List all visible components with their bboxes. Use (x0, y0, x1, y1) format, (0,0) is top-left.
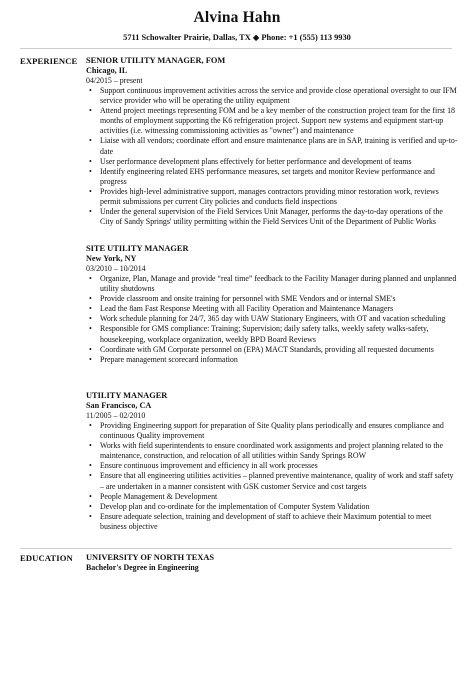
education-section-label: EDUCATION (20, 553, 73, 563)
bullet-item: • Responsible for GMS compliance: Training; Supervision; daily safety talks, weekly safety walks-safety, housekeeping, workplace organization, weekly BPD Board Reviews (86, 324, 458, 344)
bullet-item: • Works with field superintendents to ensure coordinated work assignments and project planning related to the maintenance, construction, and relocation of all utilities within Sandy Springs ROW (86, 441, 458, 461)
bullet-item: • Prepare management scorecard information (86, 355, 458, 365)
bullet-item: • Coordinate with GM Corporate personnel on (EPA) MACT Standards, providing all requested documents (86, 345, 458, 355)
contact-line: 5711 Schowalter Prairie, Dallas, TX ◆ Phone: +1 (555) 113 9930 (123, 33, 351, 42)
bullet-item: • Identify engineering related EHS performance measures, set targets and monitor Review performance and progress (86, 167, 458, 187)
experience-section-label: EXPERIENCE (20, 56, 78, 66)
bullet-item: • Support continuous improvement activities across the service and provide close operational oversight to our IFM service provider who will be operating the utility equipment (86, 86, 458, 106)
bullet-item: • Organize, Plan, Manage and provide “real time” feedback to the Facility Manager during planned and unplanned utility shutdowns (86, 274, 458, 294)
job-entry (86, 55, 458, 227)
bullet-item: • Attend project meetings representing FOM and be a key member of the construction project team for the first 18 months of employment supporting the K6 refrigeration project. Support new systems and equipment start-up activities (i.e. witnessing commissioning activities as "owner") and maintenance (86, 106, 458, 136)
job-entry (86, 243, 458, 365)
degree: Bachelor's Degree in Engineering (86, 563, 199, 572)
bullet-item: • Providing Engineering support for preparation of Site Quality plans periodically and ensures compliance and continuous Quality improvement (86, 421, 458, 441)
bullet-item: • Under the general supervision of the Field Services Unit Manager, performs the day-to-day operations of the City of Sandy Springs' utility permitting within the Field Services Unit of the Department of Public Works (86, 207, 458, 227)
bullet-item: • Ensure adequate selection, training and development of staff to achieve their Maximum potential to meet business objective (86, 512, 458, 532)
job-title: SENIOR UTILITY MANAGER, FOM (86, 56, 226, 65)
job-dates: 04/2015 – present (86, 76, 143, 85)
bullet-item: • Ensure continuous improvement and efficiency in all work processes (86, 461, 458, 471)
bullet-item: • Provides high-level administrative support, manages contractors providing minor restoration work, reviews permit submissions per current City policies and conducts field inspections (86, 187, 458, 207)
section-divider (20, 548, 452, 549)
job-dates: 11/2005 – 02/2010 (86, 411, 146, 420)
bullet-item: • Develop plan and co-ordinate for the implementation of Computer System Validation (86, 502, 458, 512)
education-entry (86, 552, 458, 573)
job-location: Chicago, IL (86, 66, 128, 75)
school-name: UNIVERSITY OF NORTH TEXAS (86, 553, 215, 562)
bullet-item: • Lead the 8am Fast Response Meeting with all Facility Operation and Maintenance Managers (86, 304, 458, 314)
job-location: New York, NY (86, 254, 137, 263)
bullet-item: • Work schedule planning for 24/7, 365 day with UAW Stationary Engineers, with OT and vacation scheduling (86, 314, 458, 324)
candidate-name: Alvina Hahn (193, 9, 281, 26)
bullet-item: • Ensure that all engineering utilities activities – planned preventive maintenance, quality of work and staff safety – are undertaken in a manner consistent with GSK customer Service and cost targets (86, 471, 458, 491)
header-divider (20, 48, 452, 49)
bullet-item: • User performance development plans effectively for better performance and development of teams (86, 157, 458, 167)
bullet-item: • People Management & Development (86, 492, 458, 502)
job-title: UTILITY MANAGER (86, 391, 168, 400)
job-bullets (86, 274, 458, 365)
job-dates: 03/2010 – 10/2014 (86, 264, 146, 273)
bullet-item: • Liaise with all vendors; coordinate effort and ensure maintenance plans are in SAP, training is verified and up-to-date (86, 136, 458, 156)
job-bullets (86, 421, 458, 532)
job-title: SITE UTILITY MANAGER (86, 244, 189, 253)
bullet-item: • Provide classroom and onsite training for personnel with SME Vendors and or internal SME's (86, 294, 458, 304)
job-location: San Francisco, CA (86, 401, 152, 410)
job-bullets (86, 86, 458, 227)
job-entry (86, 390, 458, 532)
